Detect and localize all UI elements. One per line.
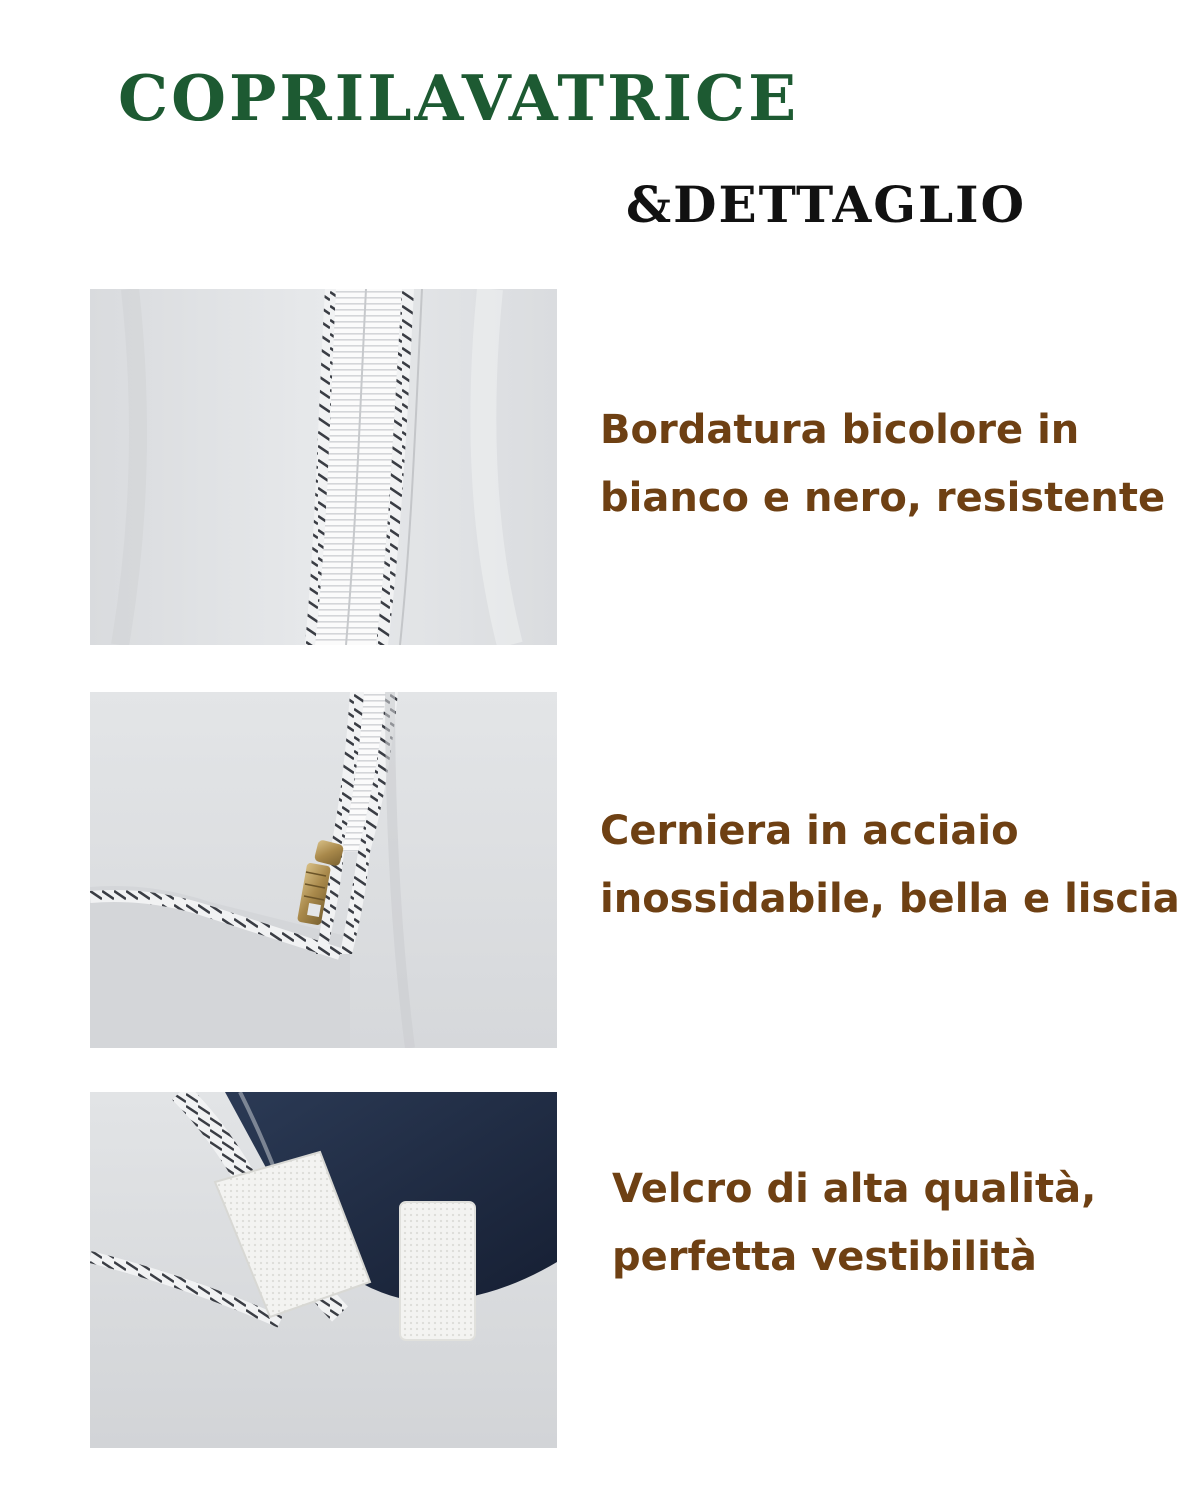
velcro-closure-illustration bbox=[90, 1092, 557, 1448]
feature-caption-line: inossidabile, bella e liscia bbox=[600, 876, 1180, 922]
page-subtitle: &DETTAGLIO bbox=[626, 175, 1027, 234]
feature-caption-line: Bordatura bicolore in bbox=[600, 407, 1080, 453]
feature-caption-line: Cerniera in acciaio bbox=[600, 808, 1019, 854]
velcro-closure-photo bbox=[90, 1092, 557, 1448]
steel-zipper-pull-photo bbox=[90, 692, 557, 1048]
feature-caption-line: bianco e nero, resistente bbox=[600, 475, 1166, 521]
feature-caption-line: perfetta vestibilità bbox=[612, 1234, 1037, 1280]
feature-caption-line: Velcro di alta qualità, bbox=[612, 1166, 1097, 1212]
feature-caption-zipper bbox=[600, 797, 1180, 933]
steel-zipper-pull-illustration bbox=[90, 692, 557, 1048]
page-title: COPRILAVATRICE bbox=[118, 61, 800, 135]
feature-caption-edge-binding bbox=[600, 396, 1165, 532]
bicolor-edge-zipper-photo bbox=[90, 289, 557, 645]
bicolor-edge-zipper-illustration bbox=[90, 289, 557, 645]
feature-caption-velcro bbox=[612, 1155, 1096, 1291]
